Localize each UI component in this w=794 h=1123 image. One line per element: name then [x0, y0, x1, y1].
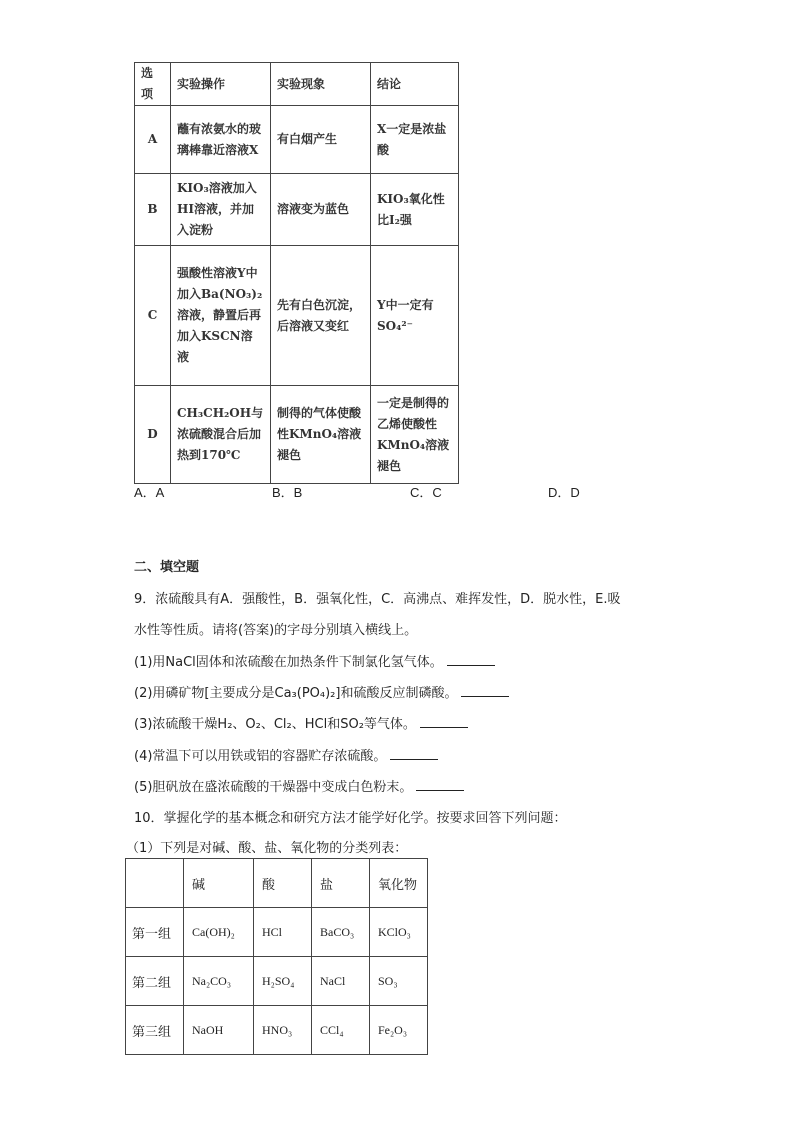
q9-item-text: (4)常温下可以用铁或铝的容器贮存浓硫酸。 [134, 749, 387, 764]
operation-cell: 强酸性溶液Y中加入Ba(NO₃)₂溶液，静置后再加入KSCN溶液 [171, 246, 271, 386]
base-cell: NaOH [184, 1006, 254, 1055]
q9-item-text: (2)用磷矿物[主要成分是Ca₃(PO₄)₂]和硫酸反应制磷酸。 [134, 686, 458, 701]
q9-stem-line1: 9．浓硫酸具有A．强酸性，B．强氧化性，C．高沸点、难挥发性，D．脱水性，E.吸 [134, 592, 621, 607]
answer-blank[interactable] [390, 747, 438, 760]
table-row [126, 957, 428, 1006]
header-acid: 酸 [254, 859, 312, 908]
acid-cell: HCl [254, 908, 312, 957]
answer-blank[interactable] [461, 684, 509, 697]
header-phenomenon: 实验现象 [271, 63, 371, 106]
table-row [135, 386, 459, 484]
header-empty [126, 859, 184, 908]
answer-blank[interactable] [416, 778, 464, 791]
salt-cell: NaCl [312, 957, 370, 1006]
classification-header [126, 859, 428, 908]
oxide-cell: Fe₂O₃ [370, 1006, 428, 1055]
q9-item-1 [134, 651, 495, 670]
acid-cell: H₂SO₄ [254, 957, 312, 1006]
base-cell: Ca(OH)₂ [184, 908, 254, 957]
group-label: 第三组 [126, 1006, 184, 1055]
header-operation: 实验操作 [171, 63, 271, 106]
conclusion-cell: X一定是浓盐酸 [371, 106, 459, 174]
header-base: 碱 [184, 859, 254, 908]
table-row [135, 106, 459, 174]
header-salt: 盐 [312, 859, 370, 908]
q9-item-text: (5)胆矾放在盛浓硫酸的干燥器中变成白色粉末。 [134, 780, 413, 795]
q9-item-text: (3)浓硫酸干燥H₂、O₂、Cl₂、HCl和SO₂等气体。 [134, 717, 416, 732]
q9-item-text: (1)用NaCl固体和浓硫酸在加热条件下制氯化氢气体。 [134, 655, 443, 670]
phenomenon-cell: 有白烟产生 [271, 106, 371, 174]
phenomenon-cell: 制得的气体使酸性KMnO₄溶液褪色 [271, 386, 371, 484]
option-cell: C [135, 246, 171, 386]
q9-item-2 [134, 682, 509, 701]
conclusion-cell: Y中一定有SO₄²⁻ [371, 246, 459, 386]
section-title: 二、填空题 [134, 560, 200, 575]
answer-blank[interactable] [420, 715, 468, 728]
choice-a: A．A [134, 485, 165, 500]
q9-stem-line2: 水性等性质。请将(答案)的字母分别填入横线上。 [134, 623, 418, 638]
header-oxide: 氧化物 [370, 859, 428, 908]
q9-item-3 [134, 713, 468, 732]
group-label: 第一组 [126, 908, 184, 957]
phenomenon-cell: 溶液变为蓝色 [271, 174, 371, 246]
salt-cell: CCl₄ [312, 1006, 370, 1055]
phenomenon-cell: 先有白色沉淀，后溶液又变红 [271, 246, 371, 386]
option-cell: A [135, 106, 171, 174]
q10-stem: 10．掌握化学的基本概念和研究方法才能学好化学。按要求回答下列问题： [134, 811, 567, 826]
conclusion-cell: 一定是制得的乙烯使酸性KMnO₄溶液褪色 [371, 386, 459, 484]
option-cell: D [135, 386, 171, 484]
operation-cell: 蘸有浓氨水的玻璃棒靠近溶液X [171, 106, 271, 174]
base-cell: Na₂CO₃ [184, 957, 254, 1006]
operation-cell: KIO₃溶液加入HI溶液，并加入淀粉 [171, 174, 271, 246]
operation-cell: CH₃CH₂OH与浓硫酸混合后加热到170℃ [171, 386, 271, 484]
oxide-cell: KClO₃ [370, 908, 428, 957]
choice-d: D．D [548, 485, 580, 500]
table-row [135, 174, 459, 246]
table-row [135, 246, 459, 386]
q10-sub1: （1）下列是对碱、酸、盐、氧化物的分类列表： [126, 841, 408, 856]
option-cell: B [135, 174, 171, 246]
table-row [126, 908, 428, 957]
oxide-cell: SO₃ [370, 957, 428, 1006]
header-option: 选项 [135, 63, 171, 106]
table-row [126, 1006, 428, 1055]
header-conclusion: 结论 [371, 63, 459, 106]
group-label: 第二组 [126, 957, 184, 1006]
experiment-table [134, 62, 459, 484]
choice-b: B．B [272, 485, 303, 500]
classification-table [125, 858, 428, 1055]
salt-cell: BaCO₃ [312, 908, 370, 957]
q9-item-5 [134, 776, 464, 795]
q9-item-4 [134, 745, 438, 764]
answer-blank[interactable] [447, 653, 495, 666]
acid-cell: HNO₃ [254, 1006, 312, 1055]
choice-c: C．C [410, 485, 442, 500]
experiment-table-header [135, 63, 459, 106]
conclusion-cell: KIO₃氧化性比I₂强 [371, 174, 459, 246]
